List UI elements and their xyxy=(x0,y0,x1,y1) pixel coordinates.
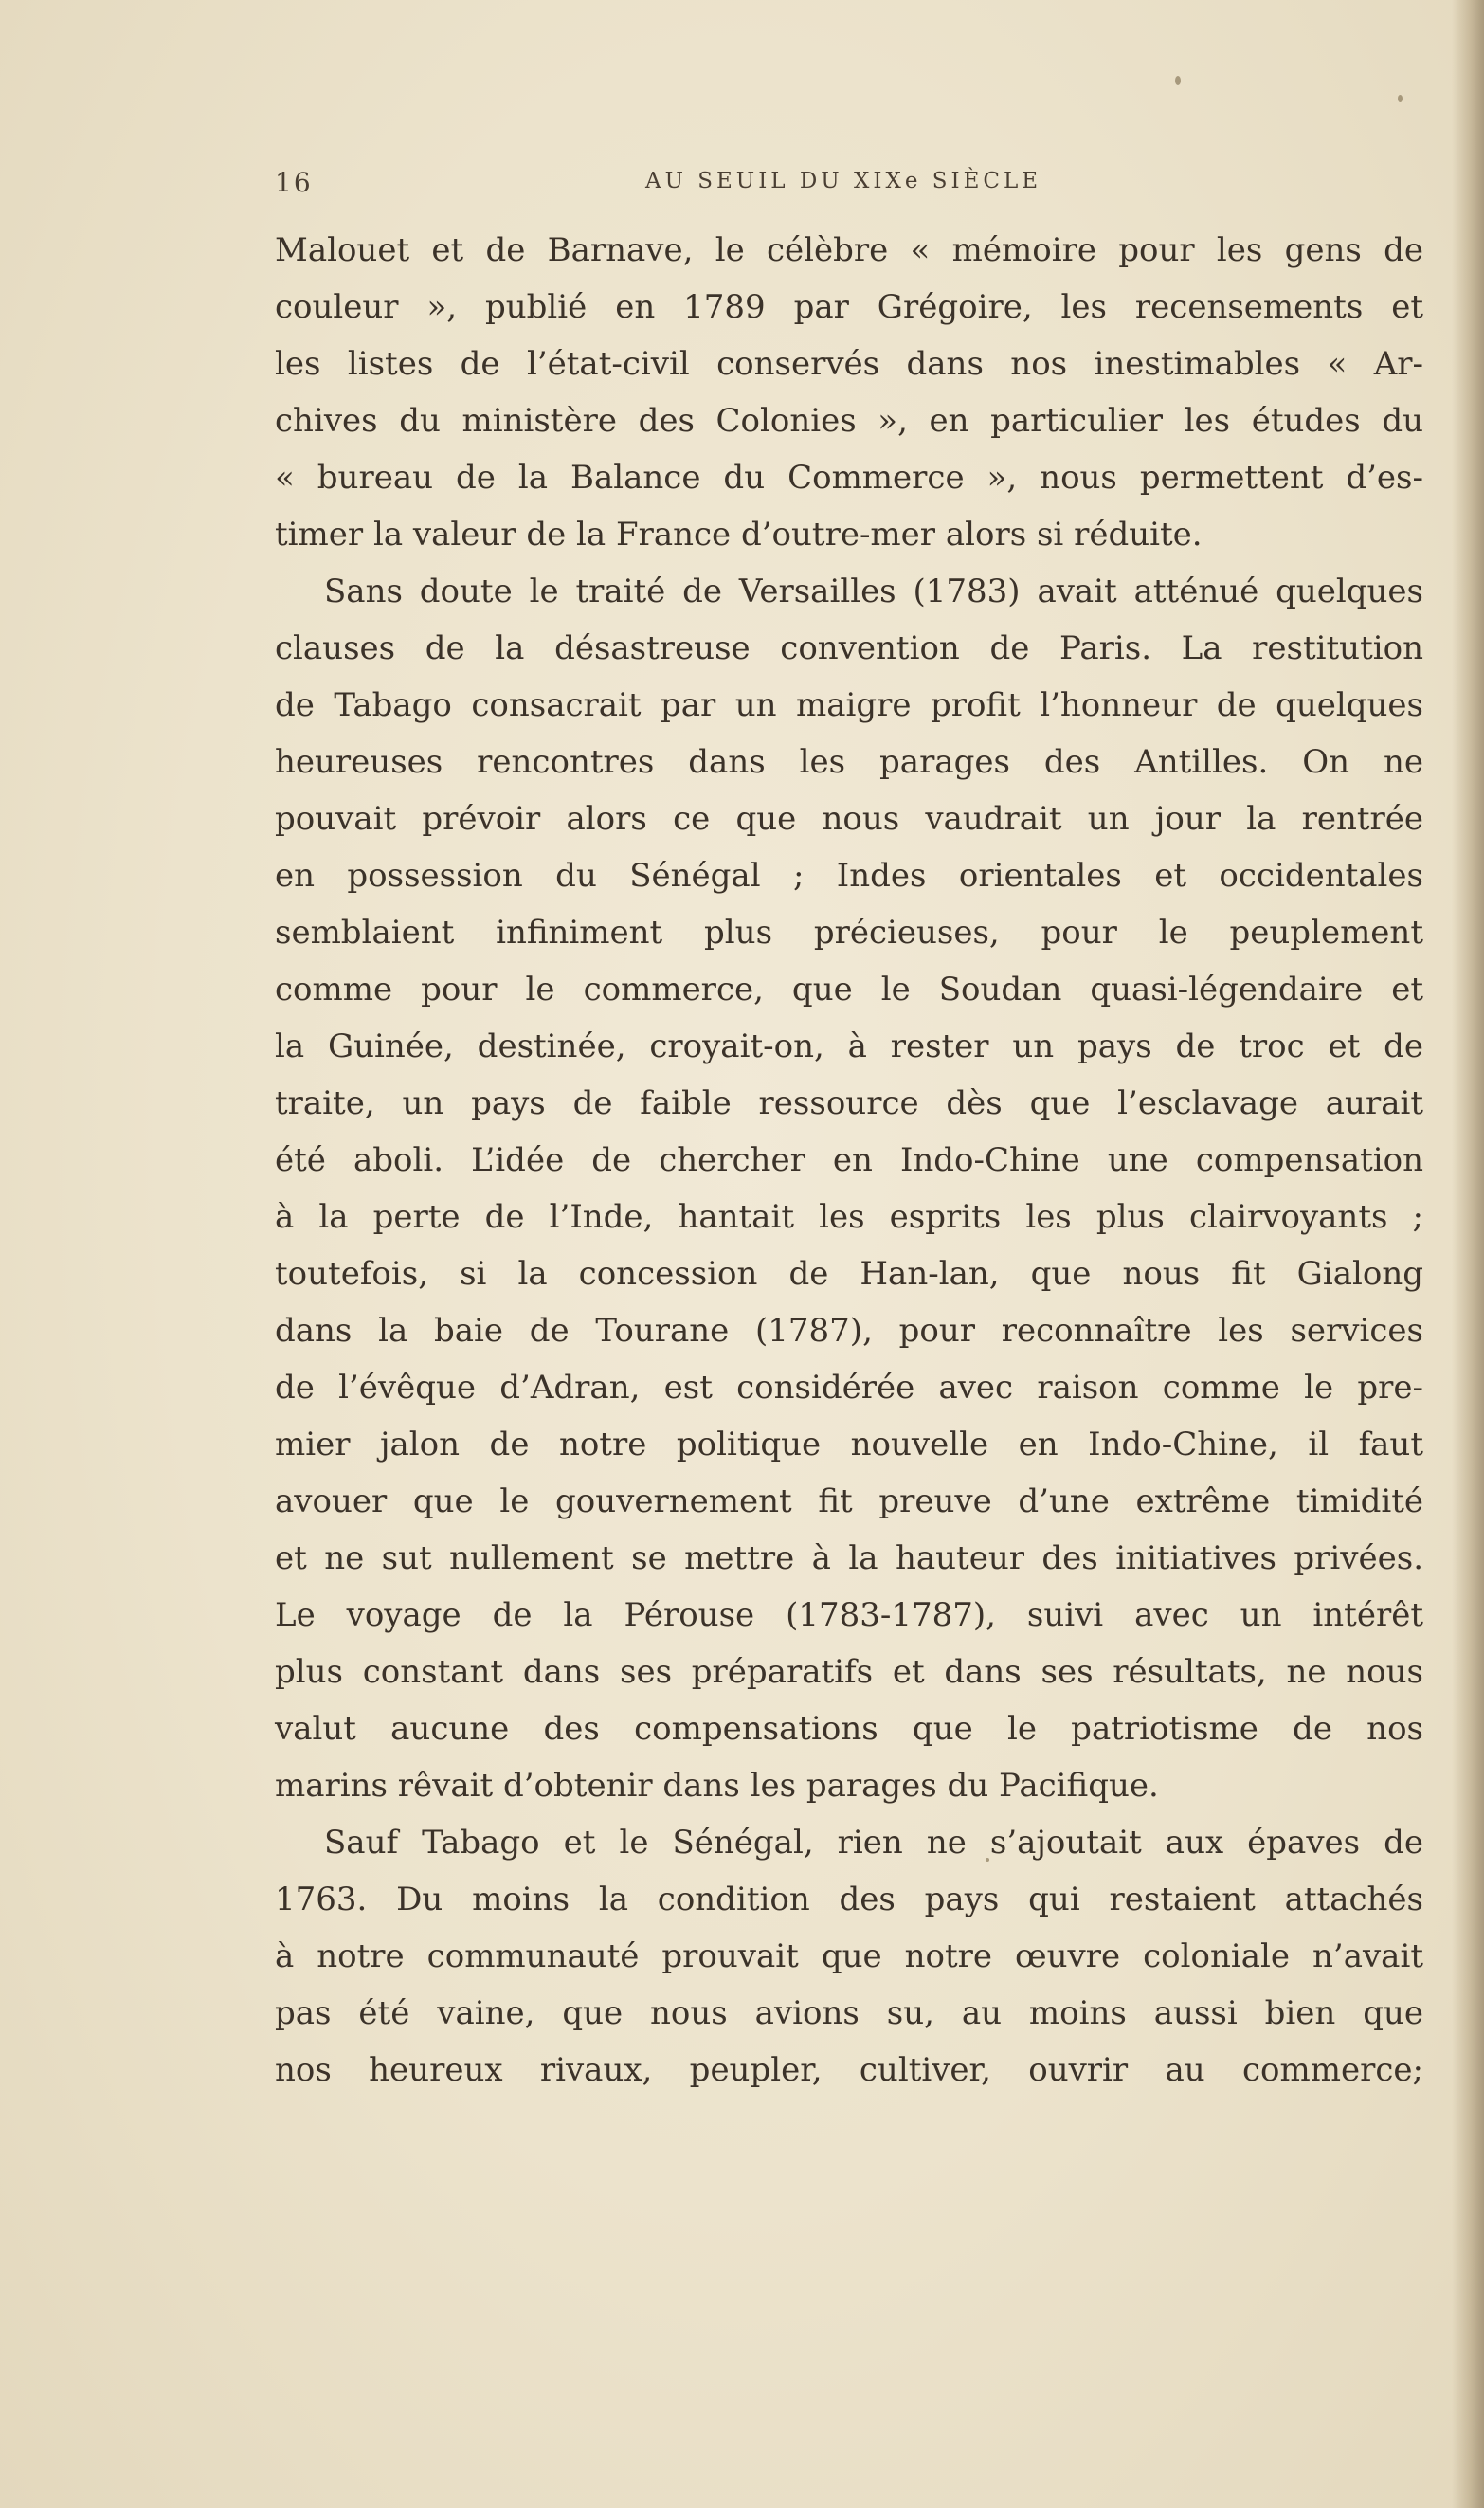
text-line: comme pour le commerce, que le Soudan quasi-légendaire et xyxy=(275,971,1423,1009)
text-line: pas été vaine, que nous avions su, au moins aussi bien que xyxy=(275,1994,1423,2032)
text-line: 1763. Du moins la condition des pays qui restaient attachés xyxy=(275,1881,1423,1918)
text-line: Sans doute le traité de Versailles (1783) avait atténué quelques xyxy=(324,572,1423,610)
page-number: 16 xyxy=(275,167,313,198)
text-line: été aboli. L’idée de chercher en Indo-Chine une compensation xyxy=(275,1141,1423,1179)
text-line: plus constant dans ses préparatifs et dans ses résultats, ne nous xyxy=(275,1653,1423,1691)
text-line: à la perte de l’Inde, hantait les esprits les plus clairvoyants ; xyxy=(275,1198,1423,1236)
text-line: Malouet et de Barnave, le célèbre « mémoire pour les gens de xyxy=(275,231,1423,269)
text-line: nos heureux rivaux, peupler, cultiver, ouvrir au commerce; xyxy=(275,2051,1423,2089)
text-line: de l’évêque d’Adran, est considérée avec raison comme le pre- xyxy=(275,1369,1423,1407)
text-line: « bureau de la Balance du Commerce », nous permettent d’es- xyxy=(275,459,1423,497)
text-line: traite, un pays de faible ressource dès que l’esclavage aurait xyxy=(275,1084,1423,1122)
text-line: pouvait prévoir alors ce que nous vaudrait un jour la rentrée xyxy=(275,800,1423,838)
text-line: de Tabago consacrait par un maigre profit l’honneur de quelques xyxy=(275,686,1423,724)
text-line: semblaient infiniment plus précieuses, pour le peuplement xyxy=(275,914,1423,952)
text-line: à notre communauté prouvait que notre œuvre coloniale n’avait xyxy=(275,1937,1423,1975)
text-line: clauses de la désastreuse convention de Paris. La restitution xyxy=(275,629,1423,667)
text-line: mier jalon de notre politique nouvelle en Indo-Chine, il faut xyxy=(275,1426,1423,1463)
text-line: Le voyage de la Pérouse (1783-1787), suivi avec un intérêt xyxy=(275,1596,1423,1634)
page-header xyxy=(275,167,1412,205)
text-line: valut aucune des compensations que le patriotisme de nos xyxy=(275,1710,1423,1748)
text-line: marins rêvait d’obtenir dans les parages du Pacifique. xyxy=(275,1767,1159,1805)
text-line: Sauf Tabago et le Sénégal, rien ne s’ajoutait aux épaves de xyxy=(324,1824,1423,1862)
paper-speck xyxy=(1175,76,1181,85)
text-line: toutefois, si la concession de Han-lan, que nous fit Gialong xyxy=(275,1255,1423,1293)
running-title: AU SEUIL DU XIXe SIÈCLE xyxy=(644,169,1042,193)
paper-speck xyxy=(1398,95,1403,102)
text-line: chives du ministère des Colonies », en particulier les études du xyxy=(275,402,1423,440)
text-line: avouer que le gouvernement fit preuve d’une extrême timidité xyxy=(275,1482,1423,1520)
text-line: dans la baie de Tourane (1787), pour reconnaître les services xyxy=(275,1312,1423,1350)
page-edge-shadow xyxy=(1452,0,1484,2508)
text-line: les listes de l’état-civil conservés dans nos inestimables « Ar- xyxy=(275,345,1423,383)
text-line: couleur », publié en 1789 par Grégoire, les recensements et xyxy=(275,288,1423,326)
text-line: la Guinée, destinée, croyait-on, à rester un pays de troc et de xyxy=(275,1027,1423,1065)
text-line: et ne sut nullement se mettre à la hauteur des initiatives privées. xyxy=(275,1539,1423,1577)
text-line: timer la valeur de la France d’outre-mer alors si réduite. xyxy=(275,516,1203,554)
body-text xyxy=(275,222,1423,2099)
text-line: en possession du Sénégal ; Indes orientales et occidentales xyxy=(275,857,1423,895)
text-line: heureuses rencontres dans les parages des Antilles. On ne xyxy=(275,743,1423,781)
